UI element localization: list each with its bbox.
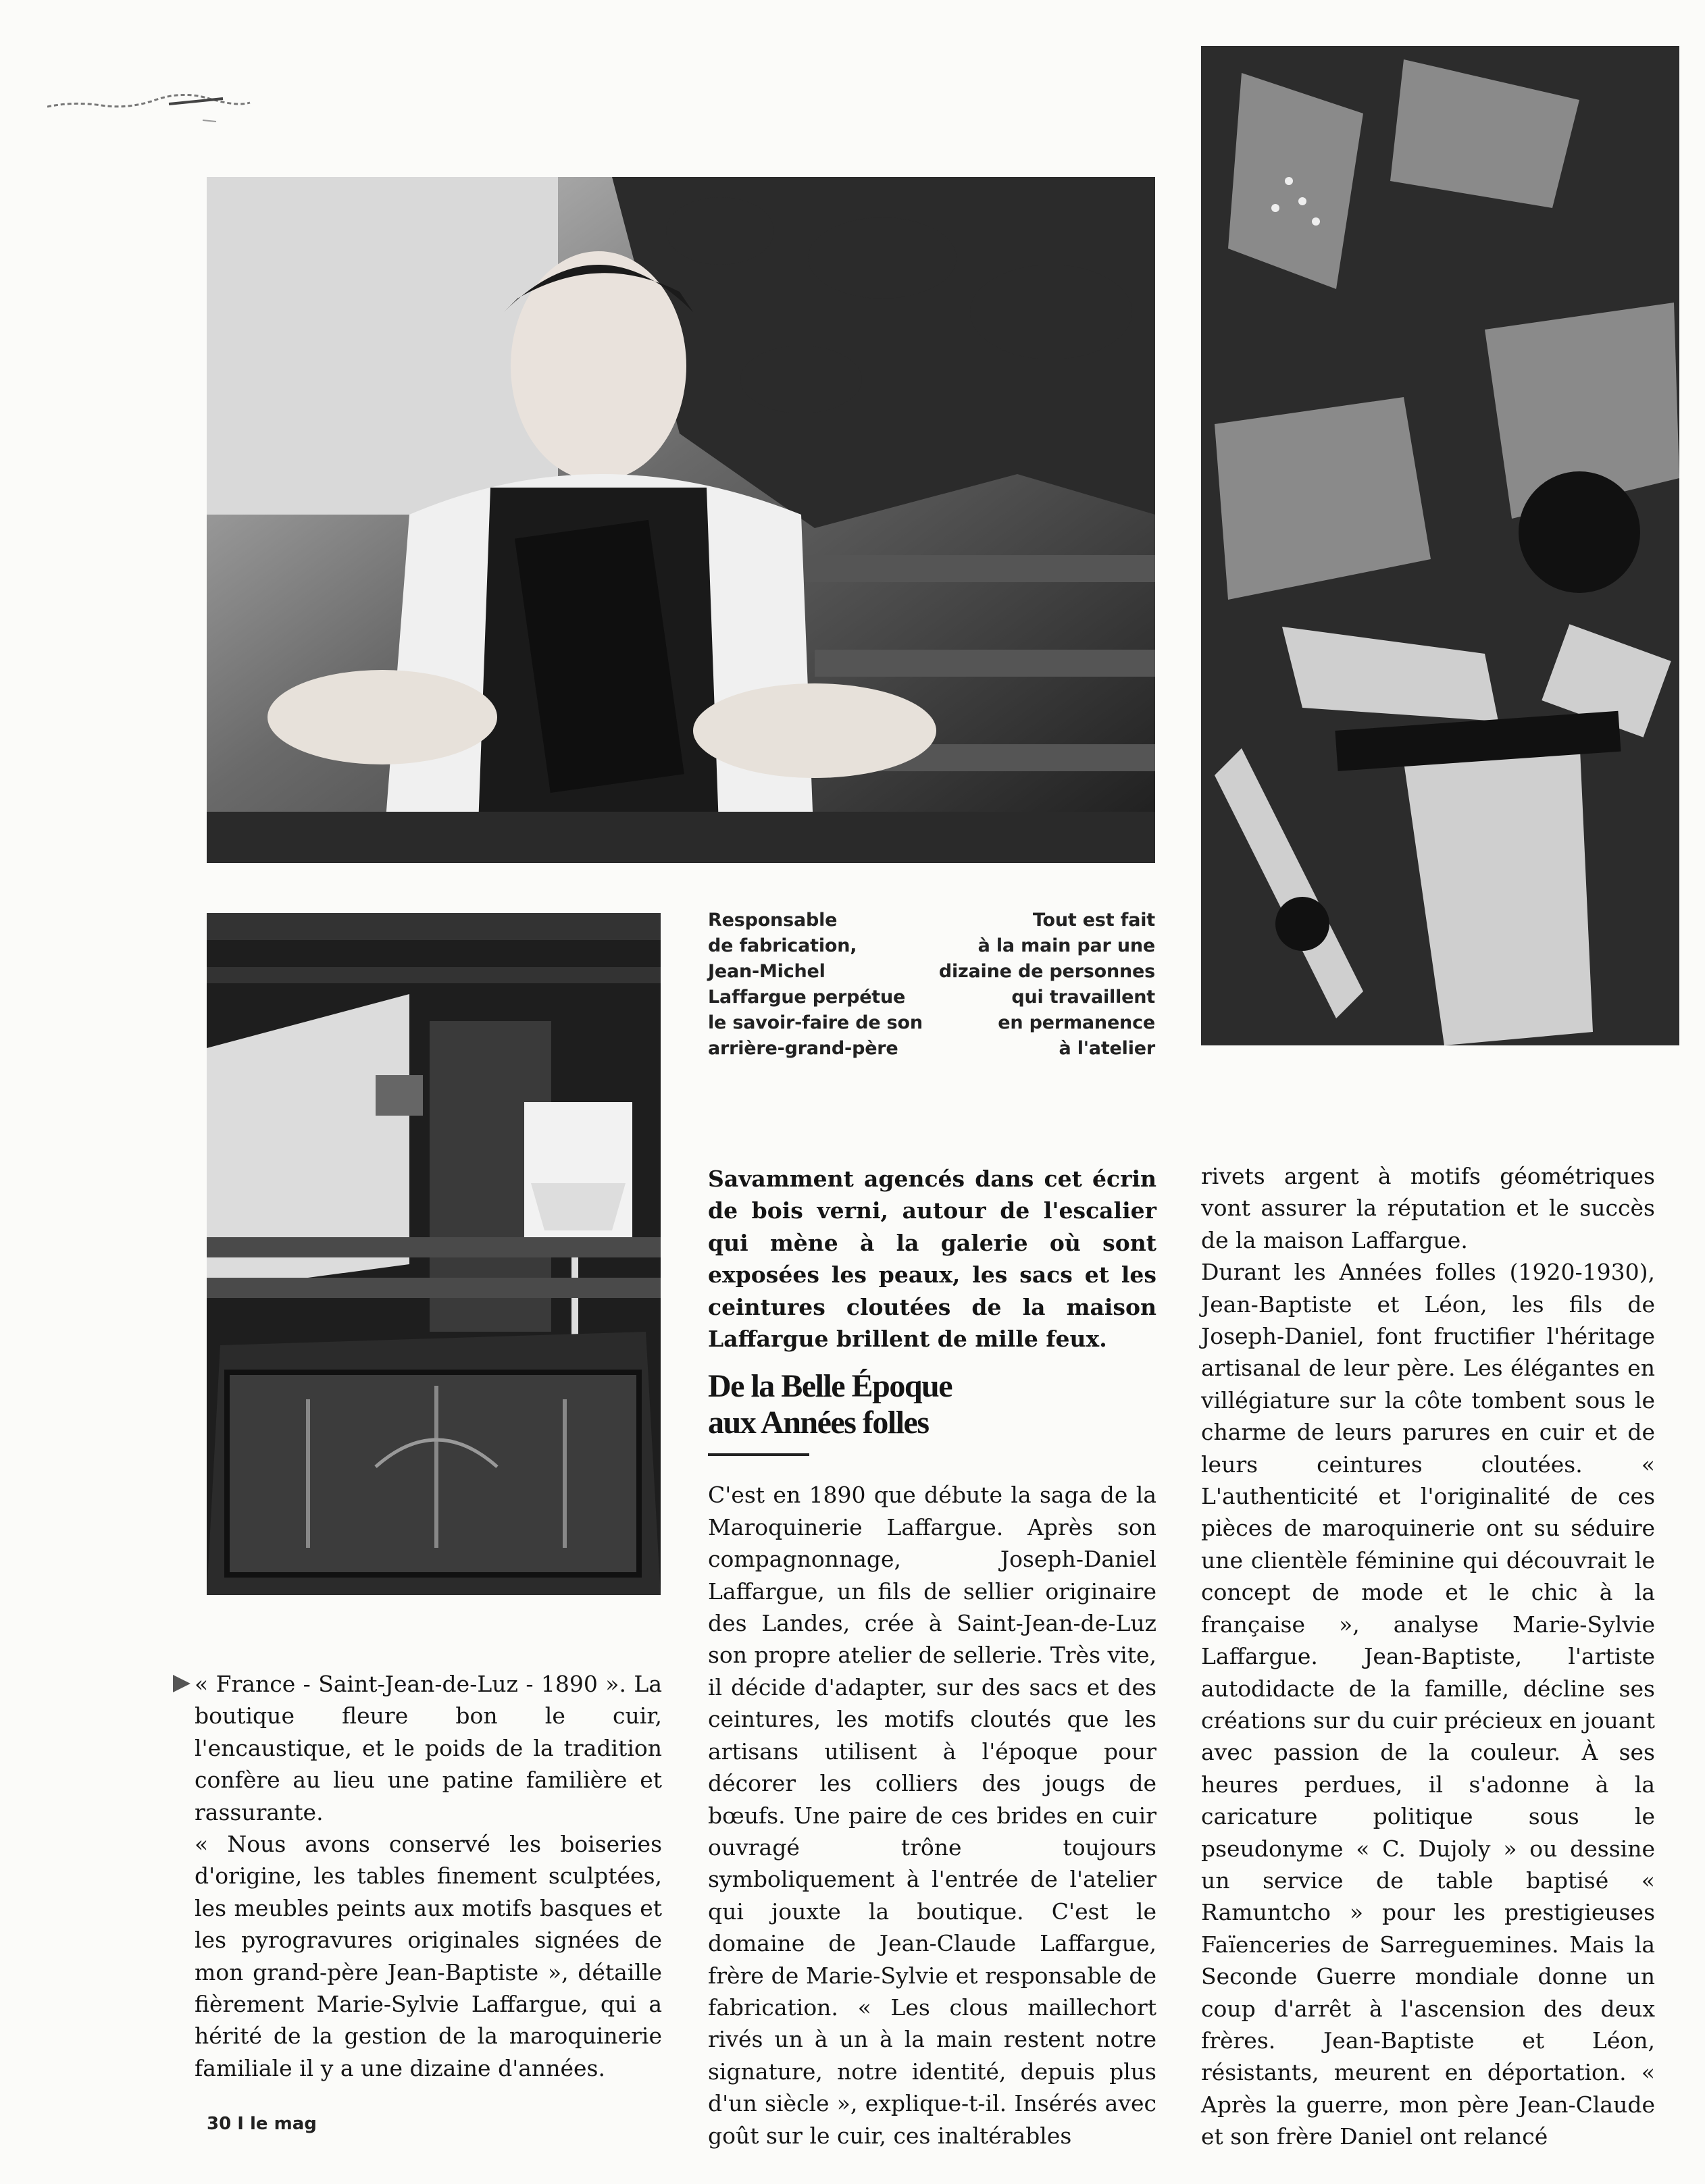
page-number: 30 bbox=[207, 2114, 232, 2134]
body-paragraph: C'est en 1890 que débute la saga de la Maroquinerie Laffargue. Après son compagnonnage, Joseph-Daniel Laffargue, un fils de sellier originaire des Landes, crée à Saint-Jean-de-Luz son propre atelier de sellerie. Très vite, il décide d'adapter, sur des sacs et des ceintures, les motifs cloutés que les artisans utilisent à l'époque pour décorer les colliers des jougs de bœufs. Une paire de ces brides en cuir ouvragé trône toujours symboliquement à l'entrée de l'atelier qui jouxte la boutique. C'est le domaine de Jean-Claude Laffargue, frère de Marie-Sylvie et responsable de fabrication. « Les clous maillechort rivés un à un à la main restent notre signature, notre identité, depuis plus d'un siècle », explique-t-il. Insérés avec goût sur le cuir, ces inaltérables bbox=[708, 1482, 1156, 2149]
arrow-right-icon bbox=[170, 1672, 193, 1695]
heading-rule bbox=[708, 1453, 809, 1456]
page-footer bbox=[207, 2114, 317, 2134]
caption-line: Tout est fait bbox=[1032, 910, 1155, 931]
article-column-middle bbox=[708, 1163, 1156, 2152]
section-heading bbox=[708, 1368, 1156, 1441]
caption-line: en permanence bbox=[998, 1012, 1155, 1033]
magazine-name: le mag bbox=[250, 2114, 317, 2134]
body-paragraph: « France - Saint-Jean-de-Luz - 1890 ». La boutique fleure bon le cuir, l'encaustique, et le poids de la tradition confère au lieu une patine familière et rassurante. bbox=[195, 1671, 662, 1825]
article-column-left bbox=[195, 1668, 662, 2084]
caption-line: arrière-grand-père bbox=[708, 1038, 898, 1059]
caption-craftsman bbox=[708, 908, 924, 1062]
scan-smudge bbox=[47, 86, 290, 127]
section-heading-line: aux Années folles bbox=[708, 1405, 929, 1441]
craftsman-photo bbox=[207, 177, 1155, 863]
body-paragraph: Durant les Années folles (1920-1930), Jean-Baptiste et Léon, les fils de Joseph-Daniel, font fructifier l'héritage artisanal de leur père. Les élégantes en villégiature sur la côte tombent sous le charme de leurs parures en cuir et de leurs ceintures cloutées. « L'authenticité et l'originalité de ces pièces de maroquinerie ont su séduire une clientèle féminine qui découvrait le concept de mode et le chic à la française », analyse Marie-Sylvie Laffargue. Jean-Baptiste, l'artiste autodidacte de la famille, décline ses créations sur du cuir précieux en jouant avec passion de la couleur. À ses heures perdues, il s'adonne à la caricature politique sous le pseudonyme « C. Dujoly » ou dessine un service de table baptisé « Ramuntcho » pour les prestigieuses Faïenceries de Sarreguemines. Mais la Seconde Guerre mondiale donne un coup d'arrêt à l'ascension des deux frères. Jean-Baptiste et Léon, résistants, meurent en déportation. « Après la guerre, mon père Jean-Claude et son frère Daniel ont relancé bbox=[1201, 1259, 1655, 2150]
body-paragraph: « Nous avons conservé les boiseries d'origine, les tables finement sculptées, les meubles peints aux motifs basques et les pyrogravures originales signées de mon grand-père Jean-Baptiste », détaille fièrement Marie-Sylvie Laffargue, qui a hérité de la gestion de la maroquinerie familiale il y a une dizaine d'années. bbox=[195, 1831, 662, 2081]
caption-tools bbox=[938, 908, 1155, 1062]
tools-photo bbox=[1201, 46, 1679, 1045]
section-heading-line: De la Belle Époque bbox=[708, 1368, 952, 1405]
footer-separator: I bbox=[237, 2114, 244, 2134]
caption-line: Responsable bbox=[708, 910, 838, 931]
shop-interior-photo bbox=[207, 913, 661, 1595]
article-column-right bbox=[1201, 1160, 1655, 2153]
caption-line: qui travaillent bbox=[1011, 987, 1155, 1008]
caption-line: dizaine de personnes bbox=[938, 961, 1155, 982]
caption-line: le savoir-faire de son bbox=[708, 1012, 923, 1033]
caption-line: à l'atelier bbox=[1059, 1038, 1155, 1059]
intro-paragraph: Savamment agencés dans cet écrin de bois verni, autour de l'escalier qui mène à la galerie où sont exposées les peaux, les sacs et les ceintures cloutées de la maison Laffargue brillent de mille feux. bbox=[708, 1166, 1156, 1353]
caption-line: Laffargue perpétue bbox=[708, 987, 906, 1008]
caption-line: de fabrication, bbox=[708, 935, 857, 956]
caption-line: à la main par une bbox=[977, 935, 1155, 956]
caption-line: Jean-Michel bbox=[708, 961, 825, 982]
body-paragraph: rivets argent à motifs géométriques vont assurer la réputation et le succès de la maison Laffargue. bbox=[1201, 1163, 1655, 1253]
